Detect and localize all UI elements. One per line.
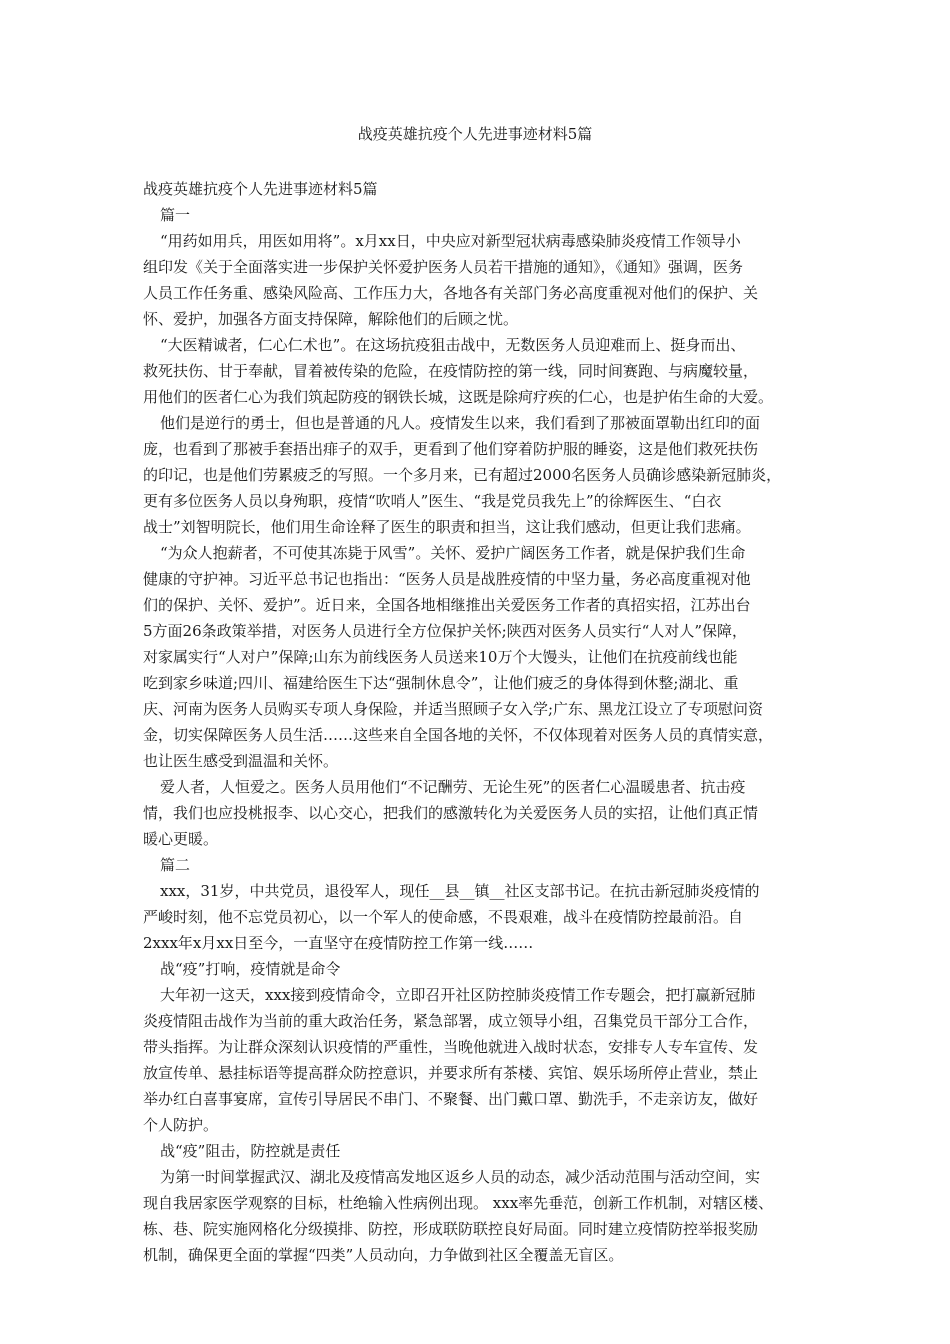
text-line: 救死扶伤、甘于奉献，冒着被传染的危险，在疫情防控的第一线，同时间赛跑、与病魔较量， xyxy=(143,362,759,380)
text-line: 5方面26条政策举措，对医务人员进行全方位保护关怀;陕西对医务人员实行“人对人”保障， xyxy=(143,622,748,640)
text-line: 战“疫”阻击，防控就是责任 xyxy=(160,1142,341,1160)
text-line: 庞，也看到了那被手套捂出痱子的双手，更看到了他们穿着防护服的睡姿，这是他们救死扶伤 xyxy=(143,440,759,458)
text-line: 机制，确保更全面的掌握“四类”人员动向，力争做到社区全覆盖无盲区。 xyxy=(143,1246,624,1264)
text-line: 举办红白喜事宴席，宣传引导居民不串门、不聚餐、出门戴口罩、勤洗手，不走亲访友，做好 xyxy=(143,1090,759,1108)
text-line: “用药如用兵，用医如用将”。x月xx日，中央应对新型冠状病毒感染肺炎疫情工作领导小 xyxy=(160,232,741,250)
text-line: 篇一 xyxy=(160,206,191,224)
text-line: 更有多位医务人员以身殉职，疫情“吹哨人”医生、“我是党员我先上”的徐辉医生、“白衣 xyxy=(143,492,722,510)
text-line: 现自我居家医学观察的目标，杜绝输入性病例出现。 xxx率先垂范，创新工作机制，对辖区楼、 xyxy=(143,1194,774,1212)
document-body xyxy=(143,176,811,1268)
text-line: 战“疫”打响，疫情就是命令 xyxy=(160,960,341,978)
text-line: 吃到家乡味道;四川、福建给医生下达“强制休息令”，让他们疲乏的身体得到休整;湖北、重 xyxy=(143,674,739,692)
text-line: 也让医生感受到温温和关怀。 xyxy=(143,752,339,770)
text-line: 暖心更暖。 xyxy=(143,830,219,848)
text-line: 健康的守护神。习近平总书记也指出：“医务人员是战胜疫情的中坚力量，务必高度重视对他 xyxy=(143,570,751,588)
text-line: 放宣传单、悬挂标语等提高群众防控意识，并要求所有茶楼、宾馆、娱乐场所停止营业，禁止 xyxy=(143,1064,759,1082)
text-line: 为第一时间掌握武汉、湖北及疫情高发地区返乡人员的动态，减少活动范围与活动空间，实 xyxy=(160,1168,761,1186)
text-line: 他们是逆行的勇士，但也是普通的凡人。疫情发生以来，我们看到了那被面罩勒出红印的面 xyxy=(160,414,761,432)
text-line: 带头指挥。为让群众深刻认识疫情的严重性，当晚他就进入战时状态，安排专人专车宣传、发 xyxy=(143,1038,759,1056)
document-title: 战疫英雄抗疫个人先进事迹材料5篇 xyxy=(357,125,593,143)
text-line: “大医精诚者，仁心仁术也”。在这场抗疫狙击战中，无数医务人员迎难而上、挺身而出、 xyxy=(160,336,746,354)
text-line: xxx，31岁，中共党员，退役军人，现任__县__镇__社区支部书记。在抗击新冠肺炎疫情的 xyxy=(160,882,760,900)
text-line: 篇二 xyxy=(160,856,191,874)
text-line: 战疫英雄抗疫个人先进事迹材料5篇 xyxy=(143,180,378,198)
text-line: 们的保护、关怀、爱护”。近日来，全国各地相继推出关爱医务工作者的真招实招，江苏出台 xyxy=(143,596,751,614)
text-line: 对家属实行“人对户”保障;山东为前线医务人员送来10万个大馒头，让他们在抗疫前线也能 xyxy=(143,648,738,666)
text-line: 严峻时刻，他不忘党员初心，以一个军人的使命感，不畏艰难，战斗在疫情防控最前沿。自 xyxy=(143,908,744,926)
text-line: 炎疫情阻击战作为当前的重大政治任务，紧急部署，成立领导小组，召集党员干部分工合作， xyxy=(143,1012,759,1030)
text-line: 2xxx年x月xx日至今，一直坚守在疫情防控工作第一线…… xyxy=(143,934,534,952)
text-line: 个人防护。 xyxy=(143,1116,219,1134)
text-line: 庆、河南为医务人员购买专项人身保险，并适当照顾子女入学;广东、黑龙江设立了专项慰问资 xyxy=(143,700,764,718)
text-line: 栋、巷、院实施网格化分级摸排、防控，形成联防联控良好局面。同时建立疫情防控举报奖励 xyxy=(143,1220,759,1238)
text-line: 大年初一这天，xxx接到疫情命令，立即召开社区防控肺炎疫情工作专题会，把打赢新冠肺 xyxy=(160,986,756,1004)
text-line: 金，切实保障医务人员生活……这些来自全国各地的关怀，不仅体现着对医务人员的真情实意， xyxy=(143,726,774,744)
text-line: 情，我们也应投桃报李、以心交心，把我们的感激转化为关爱医务人员的实招，让他们真正情 xyxy=(143,804,759,822)
text-line: 组印发《关于全面落实进一步保护关怀爱护医务人员若干措施的通知》，《通知》强调，医务 xyxy=(143,258,744,276)
text-line: “为众人抱薪者，不可使其冻毙于风雪”。关怀、爱护广阔医务工作者，就是保护我们生命 xyxy=(160,544,746,562)
text-line: 的印记，也是他们劳累疲乏的写照。一个多月来，已有超过2000名医务人员确诊感染新冠肺炎， xyxy=(143,466,782,484)
text-line: 怀、爱护，加强各方面支持保障，解除他们的后顾之忧。 xyxy=(143,310,519,328)
text-line: 战士”刘智明院长，他们用生命诠释了医生的职责和担当，这让我们感动，但更让我们悲痛。 xyxy=(143,518,751,536)
text-line: 用他们的医者仁心为我们筑起防疫的钢铁长城，这既是除疴疗疾的仁心，也是护佑生命的大爱。 xyxy=(143,388,774,406)
text-line: 人员工作任务重、感染风险高、工作压力大，各地各有关部门务必高度重视对他们的保护、关 xyxy=(143,284,759,302)
text-line: 爱人者，人恒爱之。医务人员用他们“不记酬劳、无论生死”的医者仁心温暖患者、抗击疫 xyxy=(160,778,746,796)
